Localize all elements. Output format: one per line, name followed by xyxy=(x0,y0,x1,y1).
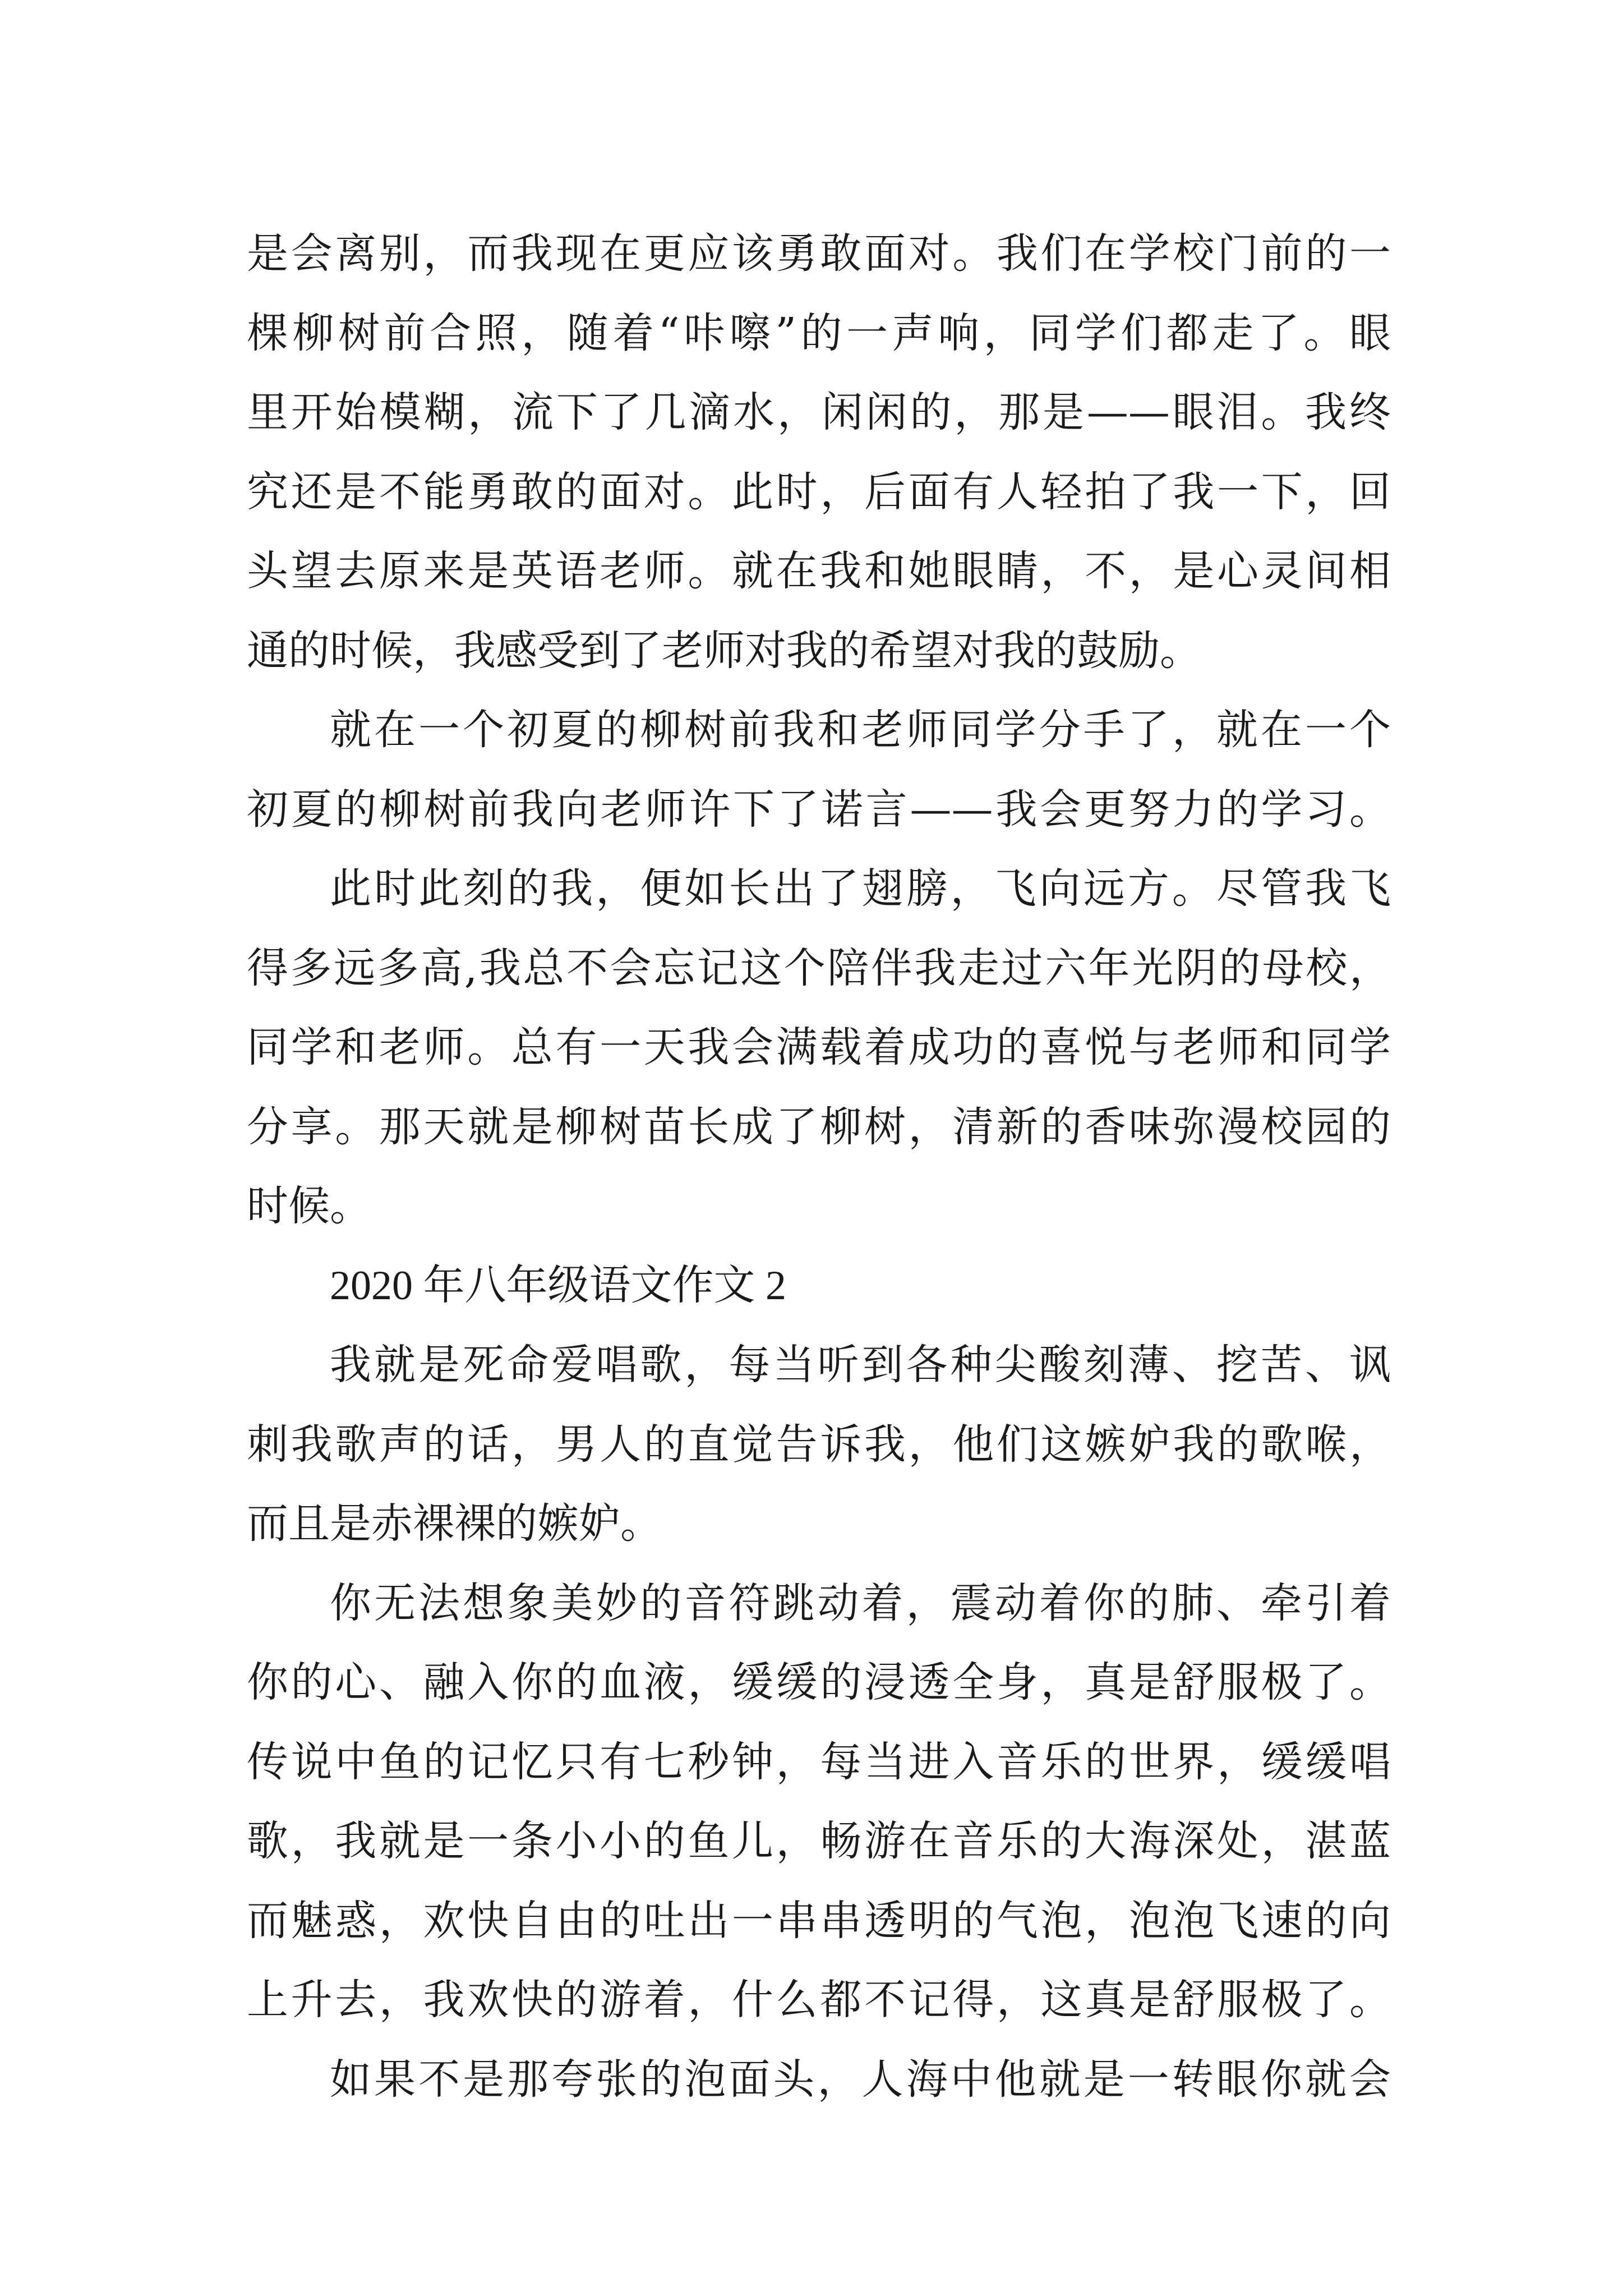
text-line: 分享。那天就是柳树苗长成了柳树，清新的香味弥漫校园的 xyxy=(247,1102,1391,1151)
text-line: 就在一个初夏的柳树前我和老师同学分手了，就在一个 xyxy=(330,706,1391,754)
text-line: 上升去，我欢快的游着，什么都不记得，这真是舒服极了。 xyxy=(247,1976,1391,2024)
text-line: 棵柳树前合照，随着“咔嚓”的一声响，同学们都走了。眼 xyxy=(247,309,1391,357)
text-line: 究还是不能勇敢的面对。此时，后面有人轻拍了我一下，回 xyxy=(247,467,1391,516)
text-line: 而魅惑，欢快自由的吐出一串串透明的气泡，泡泡飞速的向 xyxy=(247,1896,1391,1945)
text-line: 同学和老师。总有一天我会满载着成功的喜悦与老师和同学 xyxy=(247,1023,1391,1071)
text-line: 我就是死命爱唱歌，每当听到各种尖酸刻薄、挖苦、讽 xyxy=(330,1341,1391,1389)
text-line: 时候。 xyxy=(247,1182,371,1230)
section-heading: 2020 年八年级语文作文 2 xyxy=(330,1262,786,1309)
text-line: 通的时候，我感受到了老师对我的希望对我的鼓励。 xyxy=(247,626,1201,675)
text-line: 传说中鱼的记忆只有七秒钟，每当进入音乐的世界，缓缓唱 xyxy=(247,1737,1391,1786)
text-line: 是会离别，而我现在更应该勇敢面对。我们在学校门前的一 xyxy=(247,229,1391,278)
text-line: 里开始模糊，流下了几滴水，闲闲的，那是——眼泪。我终 xyxy=(247,388,1391,436)
text-line: 此时此刻的我，便如长出了翅膀，飞向远方。尽管我飞 xyxy=(330,864,1391,913)
text-line: 初夏的柳树前我向老师许下了诺言——我会更努力的学习。 xyxy=(247,785,1391,834)
text-line: 刺我歌声的话，男人的直觉告诉我，他们这嫉妒我的歌喉， xyxy=(247,1420,1391,1469)
text-line: 你无法想象美妙的音符跳动着，震动着你的肺、牵引着 xyxy=(330,1579,1391,1627)
text-line: 如果不是那夸张的泡面头，人海中他就是一转眼你就会 xyxy=(330,2055,1391,2104)
text-line: 而且是赤裸裸的嫉妒。 xyxy=(247,1499,662,1548)
text-line: 你的心、融入你的血液，缓缓的浸透全身，真是舒服极了。 xyxy=(247,1658,1391,1706)
text-line: 歌，我就是一条小小的鱼儿，畅游在音乐的大海深处，湛蓝 xyxy=(247,1817,1391,1865)
text-line: 头望去原来是英语老师。就在我和她眼睛，不，是心灵间相 xyxy=(247,547,1391,595)
document-body xyxy=(247,214,1391,2119)
text-line: 得多远多高,我总不会忘记这个陪伴我走过六年光阴的母校， xyxy=(247,944,1391,992)
